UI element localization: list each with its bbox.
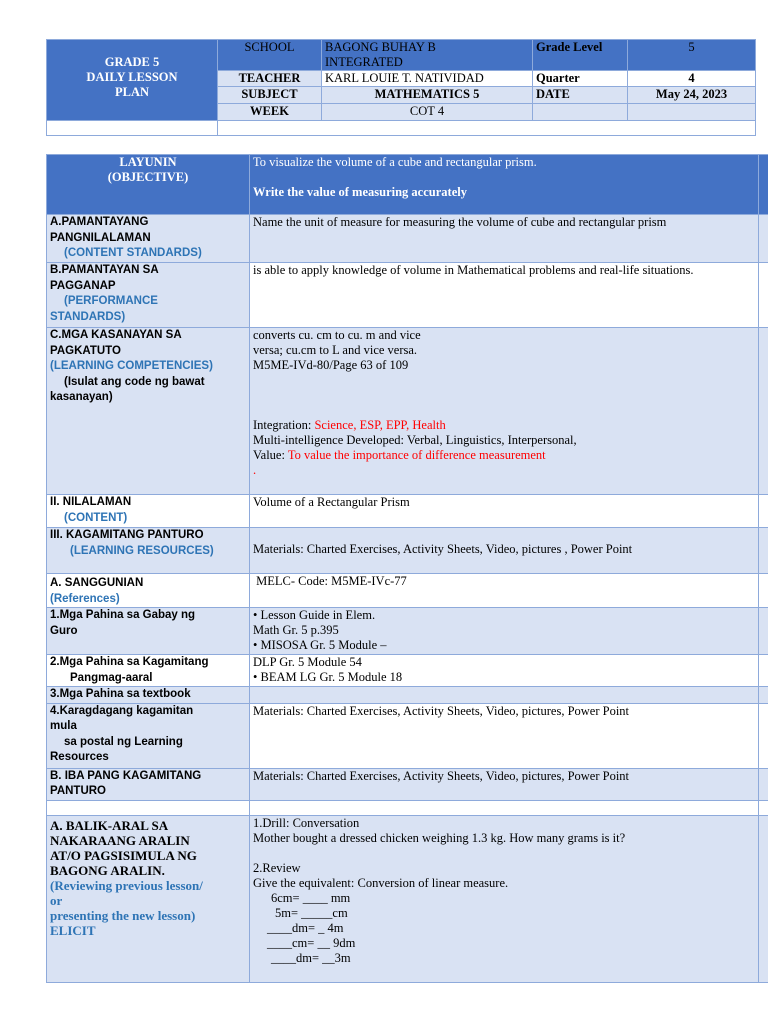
- edge: [759, 703, 768, 768]
- edge: [759, 215, 768, 263]
- karagdagang-text: Materials: Charted Exercises, Activity Sheets, Video, pictures, Power Point: [250, 703, 759, 768]
- content-standards-row: [47, 215, 768, 263]
- date-value: May 24, 2023: [628, 87, 756, 104]
- school-label: SCHOOL: [218, 40, 322, 71]
- lesson-table: [46, 154, 768, 983]
- quarter-label: Quarter: [533, 71, 628, 87]
- subject-label: SUBJECT: [218, 87, 322, 104]
- performance-standards-row: [47, 263, 768, 328]
- spacer-cell-right: [218, 121, 756, 136]
- iba-pang-row: [47, 768, 768, 800]
- teacher-value: KARL LOUIE T. NATIVIDAD: [322, 71, 533, 87]
- objective-label: LAYUNIN (OBJECTIVE): [47, 155, 250, 215]
- week-value: COT 4: [322, 104, 533, 121]
- edge: [759, 800, 768, 815]
- objective-row: [47, 155, 768, 215]
- edge: [759, 574, 768, 608]
- school-value: BAGONG BUHAY B INTEGRATED: [322, 40, 533, 71]
- quarter-value: 4: [628, 71, 756, 87]
- edge: [759, 655, 768, 687]
- balik-aral-row: [47, 815, 768, 982]
- objective-edge: [759, 155, 768, 215]
- edge: [759, 815, 768, 982]
- gabay-text: • Lesson Guide in Elem. Math Gr. 5 p.395 • MISOSA Gr. 5 Module –: [250, 608, 759, 655]
- balik-aral-text: 1.Drill: Conversation Mother bought a dressed chicken weighing 1.3 kg. How many grams is it? 2.Review Give the equivalent: Conversion of linear measure. 6cm= ____ mm 5m= _____cm ____dm= _ 4m ____cm= __ 9dm ____dm= __3m: [250, 815, 759, 982]
- review-item: 5m= _____cm: [275, 905, 348, 920]
- review-item: ____dm= __3m: [271, 950, 351, 965]
- pangmag-row: [47, 655, 768, 687]
- date-label: DATE: [533, 87, 628, 104]
- spacer-left: [47, 800, 250, 815]
- iba-pang-label: B. IBA PANG KAGAMITANG PANTURO: [47, 768, 250, 800]
- edge: [759, 328, 768, 495]
- competencies-label: C.MGA KASANAYAN SA PAGKATUTO (LEARNING COMPETENCIES) (Isulat ang code ng bawat kasanayan): [47, 328, 250, 495]
- spacer-row: [47, 800, 768, 815]
- subject-value: MATHEMATICS 5: [322, 87, 533, 104]
- textbook-label: 3.Mga Pahina sa textbook: [47, 687, 250, 704]
- objective-text: To visualize the volume of a cube and rectangular prism. Write the value of measuring accurately: [250, 155, 759, 215]
- competencies-row: [47, 328, 768, 495]
- pangmag-label: 2.Mga Pahina sa Kagamitang Pangmag-aaral: [47, 655, 250, 687]
- plan-title: GRADE 5 DAILY LESSON PLAN: [47, 40, 218, 121]
- review-item: ____cm= __ 9dm: [267, 935, 356, 950]
- week-empty-2: [628, 104, 756, 121]
- sanggunian-text: MELC- Code: M5ME-IVc-77: [250, 574, 759, 608]
- textbook-row: [47, 687, 768, 704]
- kagamitan-label: III. KAGAMITANG PANTURO (LEARNING RESOURCES): [47, 528, 250, 574]
- edge: [759, 528, 768, 574]
- gabay-row: [47, 608, 768, 655]
- edge: [759, 768, 768, 800]
- teacher-label: TEACHER: [218, 71, 322, 87]
- sanggunian-row: [47, 574, 768, 608]
- nilalaman-text: Volume of a Rectangular Prism: [250, 495, 759, 528]
- competencies-text: converts cu. cm to cu. m and vice versa; cu.cm to L and vice versa. M5ME-IVd-80/Page 63 of 109 Integration: Science, ESP, EPP, Health Multi-intelligence Developed: Verbal, Linguistics, Interpersonal, Value: To value the importance of difference measurement .: [250, 328, 759, 495]
- balik-aral-label: A. BALIK-ARAL SA NAKARAANG ARALIN AT/O PAGSISIMULA NG BAGONG ARALIN. (Reviewing previous lesson/ or presenting the new lesson) ELICIT: [47, 815, 250, 982]
- edge: [759, 608, 768, 655]
- week-empty-1: [533, 104, 628, 121]
- karagdagang-label: 4.Karagdagang kagamitan mula sa postal ng Learning Resources: [47, 703, 250, 768]
- nilalaman-label: II. NILALAMAN (CONTENT): [47, 495, 250, 528]
- spacer-cell-left: [47, 121, 218, 136]
- nilalaman-row: [47, 495, 768, 528]
- sanggunian-label: A. SANGGUNIAN (References): [47, 574, 250, 608]
- spacer-right: [250, 800, 759, 815]
- textbook-text: [250, 687, 759, 704]
- performance-standards-text: is able to apply knowledge of volume in Mathematical problems and real-life situations.: [250, 263, 759, 328]
- karagdagang-row: [47, 703, 768, 768]
- grade-level-value: 5: [628, 40, 756, 71]
- gabay-label: 1.Mga Pahina sa Gabay ng Guro: [47, 608, 250, 655]
- review-item: ____dm= _ 4m: [267, 920, 344, 935]
- kagamitan-text: Materials: Charted Exercises, Activity Sheets, Video, pictures , Power Point: [250, 528, 759, 574]
- grade-level-label: Grade Level: [533, 40, 628, 71]
- iba-pang-text: Materials: Charted Exercises, Activity Sheets, Video, pictures, Power Point: [250, 768, 759, 800]
- review-item: 6cm= ____ mm: [271, 890, 351, 905]
- kagamitan-row: [47, 528, 768, 574]
- header-table: [46, 39, 756, 136]
- edge: [759, 263, 768, 328]
- performance-standards-label: B.PAMANTAYAN SA PAGGANAP (PERFORMANCE STANDARDS): [47, 263, 250, 328]
- content-standards-label: A.PAMANTAYANG PANGNILALAMAN (CONTENT STANDARDS): [47, 215, 250, 263]
- content-standards-text: Name the unit of measure for measuring the volume of cube and rectangular prism: [250, 215, 759, 263]
- pangmag-text: DLP Gr. 5 Module 54 • BEAM LG Gr. 5 Module 18: [250, 655, 759, 687]
- edge: [759, 495, 768, 528]
- week-label: WEEK: [218, 104, 322, 121]
- edge: [759, 687, 768, 704]
